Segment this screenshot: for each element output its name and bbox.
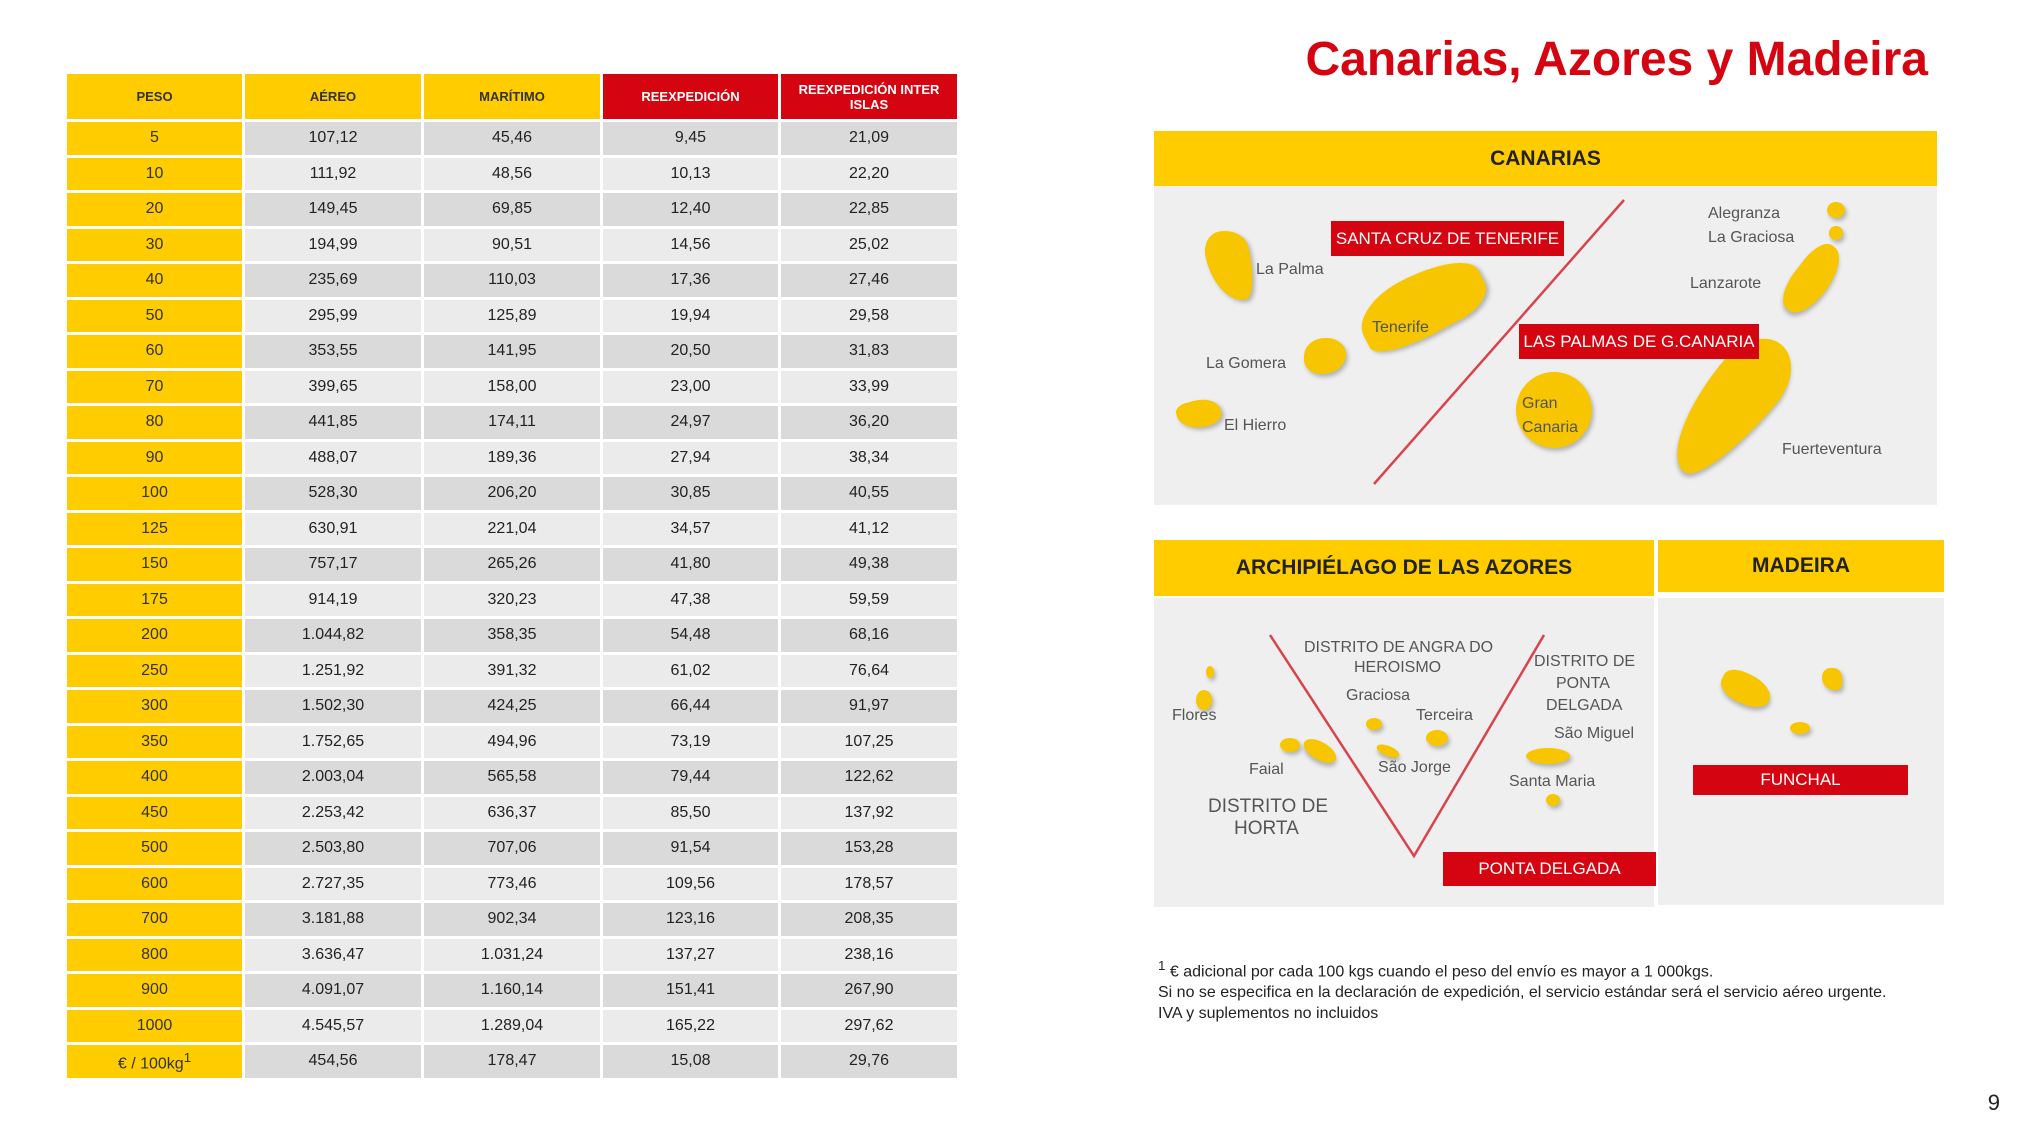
price-cell: 4.545,57 xyxy=(245,1010,421,1043)
price-cell: 29,58 xyxy=(781,300,957,333)
weight-cell-per-100kg xyxy=(67,1045,242,1078)
ponta-district-label-2: PONTA xyxy=(1556,675,1610,692)
flores-label: Flores xyxy=(1172,707,1217,724)
el-hierro-label: El Hierro xyxy=(1224,417,1287,434)
price-cell: 49,38 xyxy=(781,548,957,581)
price-cell: 178,47 xyxy=(424,1045,600,1078)
price-cell: 1.044,82 xyxy=(245,619,421,652)
la-graciosa-label: La Graciosa xyxy=(1708,229,1795,246)
header-peso: PESO xyxy=(67,74,242,119)
price-cell: 208,35 xyxy=(781,903,957,936)
terceira-island xyxy=(1426,730,1448,746)
price-cell: 494,96 xyxy=(424,726,600,759)
price-cell: 59,59 xyxy=(781,584,957,617)
price-cell: 30,85 xyxy=(603,477,778,510)
price-cell: 31,83 xyxy=(781,335,957,368)
weight-cell: 250 xyxy=(67,655,242,688)
table-row xyxy=(67,797,957,830)
header-reexpedicion: REEXPEDICIÓN xyxy=(603,74,778,119)
price-cell: 41,12 xyxy=(781,513,957,546)
table-body xyxy=(67,122,957,1078)
footnote-line-2: Si no se especifica en la declaración de expedición, el servicio estándar será el servicio aéreo urgente. xyxy=(1158,984,1887,1002)
price-cell: 69,85 xyxy=(424,193,600,226)
faial-island xyxy=(1280,738,1300,752)
price-cell: 297,62 xyxy=(781,1010,957,1043)
weight-cell: 600 xyxy=(67,868,242,901)
price-cell: 22,20 xyxy=(781,158,957,191)
table-row xyxy=(67,513,957,546)
price-cell: 153,28 xyxy=(781,832,957,865)
price-cell: 137,92 xyxy=(781,797,957,830)
weight-cell: 200 xyxy=(67,619,242,652)
faial-label: Faial xyxy=(1249,761,1284,778)
price-cell: 22,85 xyxy=(781,193,957,226)
table-row xyxy=(67,726,957,759)
horta-district-label-1: DISTRITO DE xyxy=(1208,796,1328,817)
weight-cell: 350 xyxy=(67,726,242,759)
gran-canaria-label-1: Gran xyxy=(1522,395,1558,412)
santa-cruz-tag: SANTA CRUZ DE TENERIFE xyxy=(1331,221,1564,256)
madeira-map xyxy=(1658,598,1944,905)
price-cell: 2.003,04 xyxy=(245,761,421,794)
table-row xyxy=(67,264,957,297)
weight-cell: 30 xyxy=(67,229,242,262)
price-cell: 358,35 xyxy=(424,619,600,652)
table-row xyxy=(67,903,957,936)
weight-cell: 400 xyxy=(67,761,242,794)
price-cell: 424,25 xyxy=(424,690,600,723)
price-cell: 165,22 xyxy=(603,1010,778,1043)
weight-cell: 20 xyxy=(67,193,242,226)
price-cell: 4.091,07 xyxy=(245,974,421,1007)
ponta-delgada-tag: PONTA DELGADA xyxy=(1443,852,1656,886)
desertas-island xyxy=(1790,722,1810,734)
price-cell: 19,94 xyxy=(603,300,778,333)
azores-header: ARCHIPIÉLAGO DE LAS AZORES xyxy=(1154,540,1654,596)
price-cell: 2.253,42 xyxy=(245,797,421,830)
price-cell: 47,38 xyxy=(603,584,778,617)
footnote-sup: 1 xyxy=(1158,958,1166,973)
price-cell: 73,19 xyxy=(603,726,778,759)
price-cell: 1.752,65 xyxy=(245,726,421,759)
weight-cell: 60 xyxy=(67,335,242,368)
table-row xyxy=(67,974,957,1007)
price-cell: 189,36 xyxy=(424,442,600,475)
price-cell: 3.181,88 xyxy=(245,903,421,936)
price-cell: 85,50 xyxy=(603,797,778,830)
price-cell: 1.502,30 xyxy=(245,690,421,723)
flores-islet xyxy=(1206,666,1214,678)
price-cell: 565,58 xyxy=(424,761,600,794)
angra-district-label-2: HEROISMO xyxy=(1354,659,1442,676)
table-row xyxy=(67,442,957,475)
price-cell: 221,04 xyxy=(424,513,600,546)
graciosa-island xyxy=(1366,718,1382,730)
price-cell: 15,08 xyxy=(603,1045,778,1078)
page-number: 9 xyxy=(1987,1090,2000,1115)
price-cell: 528,30 xyxy=(245,477,421,510)
la-gomera-label: La Gomera xyxy=(1206,355,1287,372)
per-100kg-sup: 1 xyxy=(183,1049,192,1065)
alegranza-label: Alegranza xyxy=(1708,205,1781,222)
price-cell: 158,00 xyxy=(424,371,600,404)
table-row xyxy=(67,690,957,723)
price-cell: 123,16 xyxy=(603,903,778,936)
price-cell: 773,46 xyxy=(424,868,600,901)
price-cell: 914,19 xyxy=(245,584,421,617)
price-cell: 17,36 xyxy=(603,264,778,297)
price-cell: 9,45 xyxy=(603,122,778,155)
weight-cell: 175 xyxy=(67,584,242,617)
price-cell: 630,91 xyxy=(245,513,421,546)
price-cell: 194,99 xyxy=(245,229,421,262)
gran-canaria-label-2: Canaria xyxy=(1522,419,1579,436)
table-row xyxy=(67,619,957,652)
price-cell: 111,92 xyxy=(245,158,421,191)
footnote-line-3: IVA y suplementos no incluidos xyxy=(1158,1005,1379,1023)
la-graciosa-island xyxy=(1829,226,1843,240)
price-cell: 149,45 xyxy=(245,193,421,226)
price-cell: 54,48 xyxy=(603,619,778,652)
price-cell: 107,25 xyxy=(781,726,957,759)
la-palma-label: La Palma xyxy=(1256,261,1324,278)
price-cell: 61,02 xyxy=(603,655,778,688)
table-row xyxy=(67,584,957,617)
graciosa-label: Graciosa xyxy=(1346,687,1411,704)
weight-cell: 90 xyxy=(67,442,242,475)
madeira-header: MADEIRA xyxy=(1658,540,1944,592)
porto-santo-island xyxy=(1822,668,1842,690)
price-cell: 76,64 xyxy=(781,655,957,688)
rate-table xyxy=(64,71,960,1081)
price-cell: 353,55 xyxy=(245,335,421,368)
price-cell: 636,37 xyxy=(424,797,600,830)
price-cell: 79,44 xyxy=(603,761,778,794)
price-cell: 141,95 xyxy=(424,335,600,368)
weight-cell: 1000 xyxy=(67,1010,242,1043)
price-cell: 267,90 xyxy=(781,974,957,1007)
ponta-district-label-3: DELGADA xyxy=(1546,697,1623,714)
price-cell: 206,20 xyxy=(424,477,600,510)
table-row xyxy=(67,868,957,901)
price-cell: 265,26 xyxy=(424,548,600,581)
price-cell: 1.289,04 xyxy=(424,1010,600,1043)
price-cell: 45,46 xyxy=(424,122,600,155)
price-cell: 235,69 xyxy=(245,264,421,297)
price-cell: 707,06 xyxy=(424,832,600,865)
table-row xyxy=(67,761,957,794)
price-cell: 441,85 xyxy=(245,406,421,439)
price-cell: 151,41 xyxy=(603,974,778,1007)
santa-maria-label: Santa Maria xyxy=(1509,773,1596,790)
table-row xyxy=(67,158,957,191)
price-cell: 174,11 xyxy=(424,406,600,439)
terceira-label: Terceira xyxy=(1416,707,1473,724)
angra-district-label-1: DISTRITO DE ANGRA DO xyxy=(1304,639,1494,656)
weight-cell: 40 xyxy=(67,264,242,297)
price-cell: 902,34 xyxy=(424,903,600,936)
price-cell: 454,56 xyxy=(245,1045,421,1078)
table-row-per-100kg xyxy=(67,1045,957,1078)
weight-cell: 150 xyxy=(67,548,242,581)
lanzarote-label: Lanzarote xyxy=(1690,275,1762,292)
price-cell: 10,13 xyxy=(603,158,778,191)
price-cell: 238,16 xyxy=(781,939,957,972)
header-aereo: AÉREO xyxy=(245,74,421,119)
weight-cell: 125 xyxy=(67,513,242,546)
price-cell: 488,07 xyxy=(245,442,421,475)
price-cell: 21,09 xyxy=(781,122,957,155)
price-cell: 391,32 xyxy=(424,655,600,688)
price-cell: 295,99 xyxy=(245,300,421,333)
weight-cell: 50 xyxy=(67,300,242,333)
weight-cell: 70 xyxy=(67,371,242,404)
santa-maria-island xyxy=(1546,794,1560,806)
table-row xyxy=(67,300,957,333)
sao-miguel-label: São Miguel xyxy=(1554,725,1635,742)
price-cell: 68,16 xyxy=(781,619,957,652)
price-cell: 48,56 xyxy=(424,158,600,191)
price-cell: 2.727,35 xyxy=(245,868,421,901)
price-cell: 41,80 xyxy=(603,548,778,581)
sao-jorge-label: São Jorge xyxy=(1378,759,1451,776)
table-row xyxy=(67,406,957,439)
weight-cell: 300 xyxy=(67,690,242,723)
weight-cell: 800 xyxy=(67,939,242,972)
price-cell: 27,46 xyxy=(781,264,957,297)
price-cell: 757,17 xyxy=(245,548,421,581)
price-cell: 27,94 xyxy=(603,442,778,475)
tenerife-label: Tenerife xyxy=(1372,319,1429,336)
table-row xyxy=(67,229,957,262)
table-row xyxy=(67,1010,957,1043)
per-100kg-label: € / 100kg xyxy=(117,1054,184,1072)
table-row xyxy=(67,939,957,972)
price-cell: 20,50 xyxy=(603,335,778,368)
header-reexpedicion-inter-islas: REEXPEDICIÓN INTER ISLAS xyxy=(781,74,957,119)
horta-district-label-2: HORTA xyxy=(1234,818,1299,839)
weight-cell: 450 xyxy=(67,797,242,830)
sao-miguel-island xyxy=(1526,748,1570,764)
weight-cell: 5 xyxy=(67,122,242,155)
page-title: Canarias, Azores y Madeira xyxy=(1305,33,1928,86)
price-cell: 3.636,47 xyxy=(245,939,421,972)
price-cell: 122,62 xyxy=(781,761,957,794)
weight-cell: 500 xyxy=(67,832,242,865)
price-cell: 2.503,80 xyxy=(245,832,421,865)
table-row xyxy=(67,655,957,688)
footnote xyxy=(1158,955,1886,1024)
weight-cell: 700 xyxy=(67,903,242,936)
weight-cell: 100 xyxy=(67,477,242,510)
table-row xyxy=(67,122,957,155)
price-cell: 14,56 xyxy=(603,229,778,262)
table-row xyxy=(67,193,957,226)
price-cell: 178,57 xyxy=(781,868,957,901)
header-maritimo: MARÍTIMO xyxy=(424,74,600,119)
ponta-district-label-1: DISTRITO DE xyxy=(1534,653,1636,670)
price-cell: 24,97 xyxy=(603,406,778,439)
fuerteventura-label: Fuerteventura xyxy=(1782,441,1882,458)
price-cell: 91,97 xyxy=(781,690,957,723)
price-cell: 38,34 xyxy=(781,442,957,475)
funchal-tag: FUNCHAL xyxy=(1693,765,1908,795)
price-cell: 109,56 xyxy=(603,868,778,901)
canarias-header: CANARIAS xyxy=(1154,131,1937,186)
price-cell: 1.160,14 xyxy=(424,974,600,1007)
table-row xyxy=(67,477,957,510)
price-cell: 320,23 xyxy=(424,584,600,617)
price-cell: 29,76 xyxy=(781,1045,957,1078)
price-cell: 25,02 xyxy=(781,229,957,262)
madeira-island xyxy=(1716,665,1776,714)
price-cell: 91,54 xyxy=(603,832,778,865)
table-header-row xyxy=(67,74,957,119)
price-cell: 399,65 xyxy=(245,371,421,404)
price-cell: 107,12 xyxy=(245,122,421,155)
price-cell: 34,57 xyxy=(603,513,778,546)
price-cell: 110,03 xyxy=(424,264,600,297)
price-cell: 23,00 xyxy=(603,371,778,404)
las-palmas-tag: LAS PALMAS DE G.CANARIA xyxy=(1519,324,1759,359)
price-cell: 12,40 xyxy=(603,193,778,226)
weight-cell: 900 xyxy=(67,974,242,1007)
weight-cell: 10 xyxy=(67,158,242,191)
price-cell: 66,44 xyxy=(603,690,778,723)
price-cell: 137,27 xyxy=(603,939,778,972)
table-row xyxy=(67,335,957,368)
price-cell: 1.251,92 xyxy=(245,655,421,688)
price-cell: 33,99 xyxy=(781,371,957,404)
price-cell: 1.031,24 xyxy=(424,939,600,972)
footnote-text-1: € adicional por cada 100 kgs cuando el peso del envío es mayor a 1 000kgs. xyxy=(1169,963,1714,981)
price-cell: 36,20 xyxy=(781,406,957,439)
footnote-line-1 xyxy=(1158,955,1886,982)
table-row xyxy=(67,371,957,404)
table-row xyxy=(67,832,957,865)
alegranza-island xyxy=(1827,202,1845,218)
table-row xyxy=(67,548,957,581)
weight-cell: 80 xyxy=(67,406,242,439)
price-cell: 125,89 xyxy=(424,300,600,333)
price-cell: 40,55 xyxy=(781,477,957,510)
price-cell: 90,51 xyxy=(424,229,600,262)
